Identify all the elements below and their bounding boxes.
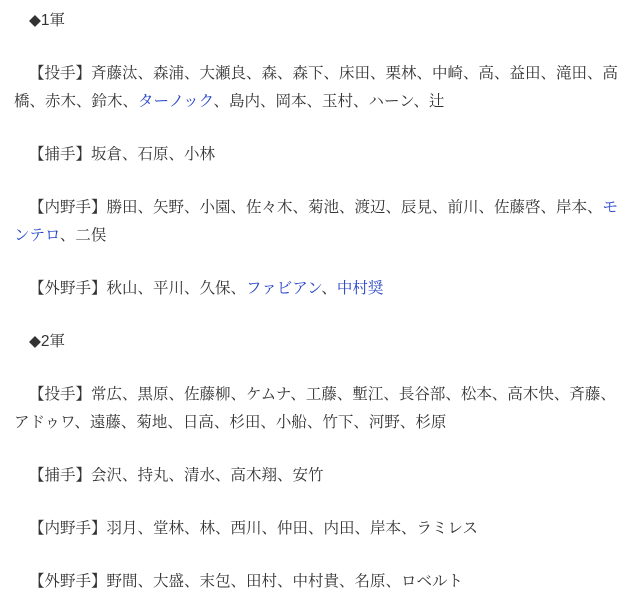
first-team-catchers-text: 【捕手】坂倉、石原、小林 [29,146,216,163]
first-team-outfielders-comma: 、 [321,280,337,297]
player-link-montero[interactable]: モンテロ [14,199,619,244]
second-team-catchers-text: 【捕手】会沢、持丸、清水、高木翔、安竹 [29,467,324,484]
first-team-pitchers [14,60,626,116]
first-team-infielders [14,194,626,250]
first-team-outfielders-text: 【外野手】秋山、平川、久保、 [29,280,247,297]
second-team-heading-text: ◆2軍 [29,333,66,350]
second-team-infielders [14,515,626,543]
first-team-heading [14,7,626,35]
second-team-heading [14,328,626,356]
first-team-outfielders [14,275,626,303]
first-team-heading-text: ◆1軍 [29,12,66,29]
second-team-pitchers [14,381,626,437]
first-team-catchers [14,141,626,169]
first-team-infielders-text: 【内野手】勝田、矢野、小園、佐々木、菊池、渡辺、辰見、前川、佐藤啓、岸本、 [29,199,603,216]
player-link-nakamura-sho[interactable]: 中村奨 [336,280,384,297]
second-team-outfielders [14,568,626,596]
first-team-pitchers-text-after: 、島内、岡本、玉村、ハーン、辻 [213,93,445,110]
second-team-outfielders-text: 【外野手】野間、大盛、末包、田村、中村貴、名原、ロベルト [29,573,464,590]
second-team-infielders-text: 【内野手】羽月、堂林、林、西川、仲田、内田、岸本、ラミレス [29,520,479,537]
second-team-pitchers-text: 【投手】常広、黒原、佐藤柳、ケムナ、工藤、塹江、長谷部、松本、高木快、斉藤、アドゥワ、遠藤、菊地、日高、杉田、小船、竹下、河野、杉原 [14,386,616,431]
player-link-fabian[interactable]: ファビアン [246,280,322,297]
second-team-catchers [14,462,626,490]
player-link-turnock[interactable]: ターノック [138,93,214,110]
first-team-infielders-text-after: 、二俣 [59,227,107,244]
first-team-pitchers-text: 【投手】斉藤汰、森浦、大瀬良、森、森下、床田、栗林、中崎、高、益田、滝田、高橋、赤木、鈴木、 [14,65,619,110]
